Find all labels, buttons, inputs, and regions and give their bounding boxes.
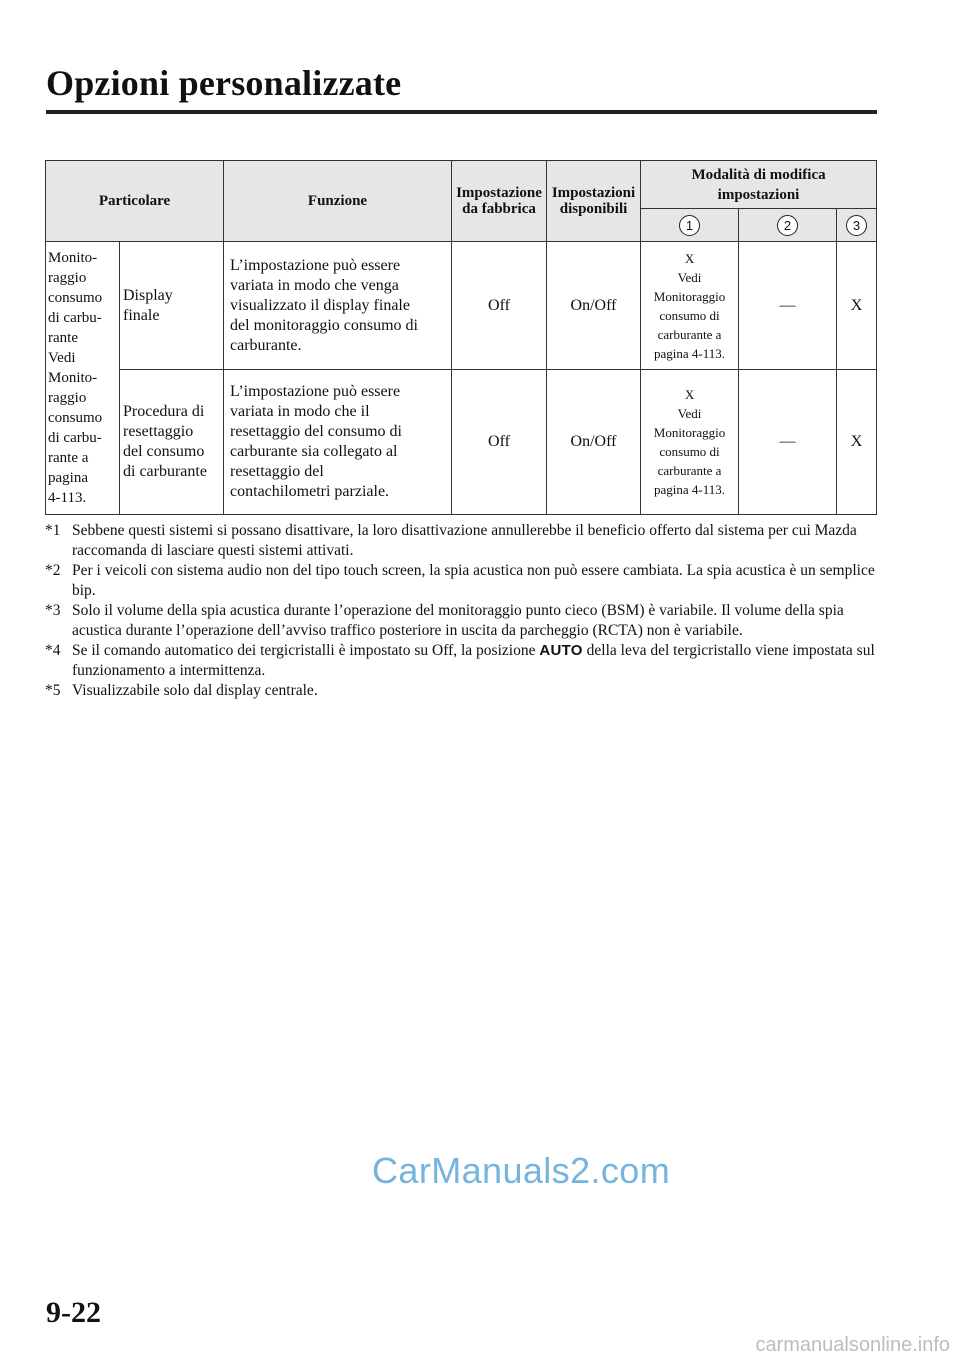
footnote-marker: *2 xyxy=(45,562,61,579)
title-rule xyxy=(46,110,877,114)
mode-1-line: consumo di xyxy=(659,444,720,459)
footnote xyxy=(45,641,880,680)
header-available-settings xyxy=(547,161,641,242)
mode-1-line: pagina 4-113. xyxy=(654,345,726,361)
factory-value: Off xyxy=(452,370,547,515)
header-particolare: Particolare xyxy=(46,161,224,242)
footnote-marker: *4 xyxy=(45,642,61,659)
auto-wiper-icon: AUTO xyxy=(539,642,583,659)
mode-1-line: X xyxy=(684,387,695,402)
function-cell xyxy=(120,242,224,370)
header-available-line2: disponibili xyxy=(559,201,628,217)
mode-3-header xyxy=(837,209,877,242)
item-label-line: rante xyxy=(48,330,78,346)
description-line: contachilometri parziale. xyxy=(230,483,390,500)
footnotes xyxy=(45,521,880,702)
footnote-marker: *5 xyxy=(45,682,61,699)
function-line: del consumo xyxy=(123,443,205,460)
factory-value: Off xyxy=(452,242,547,370)
mode-2-header xyxy=(739,209,837,242)
page-number: 9-22 xyxy=(46,1296,101,1329)
table-row xyxy=(46,370,877,515)
item-label-line: Monito- xyxy=(48,370,98,386)
description-line: variata in modo che venga xyxy=(230,276,399,294)
footnote-marker: *1 xyxy=(45,522,61,539)
header-modes-line1: Modalità di modifica xyxy=(691,166,826,183)
description-line: carburante sia collegato al xyxy=(230,443,398,460)
mode-1-line: Vedi xyxy=(677,269,702,285)
mode-1-header xyxy=(641,209,739,242)
description-cell xyxy=(224,242,452,370)
available-value: On/Off xyxy=(547,242,641,370)
item-label-line: Monito- xyxy=(48,250,98,266)
item-label-line: 4-113. xyxy=(48,490,87,506)
mode-1-line: Vedi xyxy=(677,406,702,421)
mode-1-line: X xyxy=(684,250,695,266)
mode-2-value: — xyxy=(739,370,837,515)
mode-1-line: carburante a xyxy=(657,326,722,342)
description-line: del monitoraggio consumo di xyxy=(230,316,418,334)
footnote xyxy=(45,561,880,600)
footnote xyxy=(45,601,880,640)
item-label-line: di carbu- xyxy=(48,310,102,326)
footnote-text: Per i veicoli con sistema audio non del tipo touch screen, la spia acustica non può essere cambiata. La spia acustica è un semplice bip. xyxy=(72,562,875,599)
item-label-line: di carbu- xyxy=(48,430,102,446)
circled-number-3-icon: 3 xyxy=(846,215,867,236)
function-line: di carburante xyxy=(123,463,207,480)
mode-1-line: consumo di xyxy=(659,307,720,323)
footnote-text: Se il comando automatico dei tergicristalli è impostato su Off, la posizione xyxy=(72,642,536,659)
function-line: Display xyxy=(123,286,173,304)
item-label-line: raggio xyxy=(48,390,87,406)
item-label-line: raggio xyxy=(48,270,87,286)
mode-1-line: Monitoraggio xyxy=(653,288,726,304)
footer-site-watermark: carmanualsonline.info xyxy=(755,1334,950,1356)
available-value: On/Off xyxy=(547,370,641,515)
footnote xyxy=(45,521,880,560)
description-line: L’impostazione può essere xyxy=(230,383,401,400)
mode-3-value: X xyxy=(837,242,877,370)
circled-number-1-icon: 1 xyxy=(679,215,700,236)
footnote-text: della leva del tergicristallo viene impostata sul funzionamento a intermittenza. xyxy=(72,642,875,679)
header-funzione: Funzione xyxy=(224,161,452,242)
settings-table xyxy=(45,160,877,515)
footnote-text: Solo il volume della spia acustica durante l’operazione del monitoraggio punto cieco (BSM) è variabile. Il volume della spia acustica durante l’operazione dell’avviso traffico posteriore in uscita da parcheggio (RCTA) non è variabile. xyxy=(72,602,844,639)
header-factory-setting xyxy=(452,161,547,242)
table-row xyxy=(46,242,877,370)
function-line: Procedura di xyxy=(123,403,205,420)
item-label-line: consumo xyxy=(48,290,103,306)
footnote-text: Visualizzabile solo dal display centrale. xyxy=(72,682,318,699)
footnote-text: Sebbene questi sistemi si possano disattivare, la loro disattivazione annullerebbe il beneficio offerto dal sistema per cui Mazda raccomanda di lasciare questi sistemi attivati. xyxy=(72,522,857,559)
function-cell xyxy=(120,370,224,515)
item-label-line: consumo xyxy=(48,410,103,426)
header-modes-line2: impostazioni xyxy=(717,186,800,203)
function-line: resettaggio xyxy=(123,423,194,440)
item-label-line: rante a xyxy=(48,450,89,466)
mode-1-value xyxy=(641,242,739,370)
description-line: L’impostazione può essere xyxy=(230,256,401,274)
mode-1-line: Monitoraggio xyxy=(653,425,726,440)
item-label-line: Vedi xyxy=(48,350,76,366)
function-line: finale xyxy=(123,306,160,324)
item-label xyxy=(46,242,120,515)
item-label-line: pagina xyxy=(48,470,88,486)
mode-2-value: — xyxy=(739,242,837,370)
mode-3-value: X xyxy=(837,370,877,515)
description-line: variata in modo che il xyxy=(230,403,370,420)
footnote-marker: *3 xyxy=(45,602,61,619)
header-available-line1: Impostazioni xyxy=(551,185,636,201)
watermark: CarManuals2.com xyxy=(372,1150,671,1191)
mode-1-value xyxy=(641,370,739,515)
mode-1-line: pagina 4-113. xyxy=(654,482,726,497)
description-line: resettaggio del consumo di xyxy=(230,423,402,440)
circled-number-2-icon: 2 xyxy=(777,215,798,236)
header-change-modes xyxy=(641,161,877,209)
header-factory-line1: Impostazione xyxy=(456,185,542,201)
description-cell xyxy=(224,370,452,515)
mode-1-line: carburante a xyxy=(657,463,722,478)
description-line: visualizzato il display finale xyxy=(230,296,410,314)
description-line: carburante. xyxy=(230,336,302,354)
footnote xyxy=(45,681,880,701)
page-title: Opzioni personalizzate xyxy=(46,63,402,103)
description-line: resettaggio del xyxy=(230,463,324,480)
header-factory-line2: da fabbrica xyxy=(462,201,536,217)
